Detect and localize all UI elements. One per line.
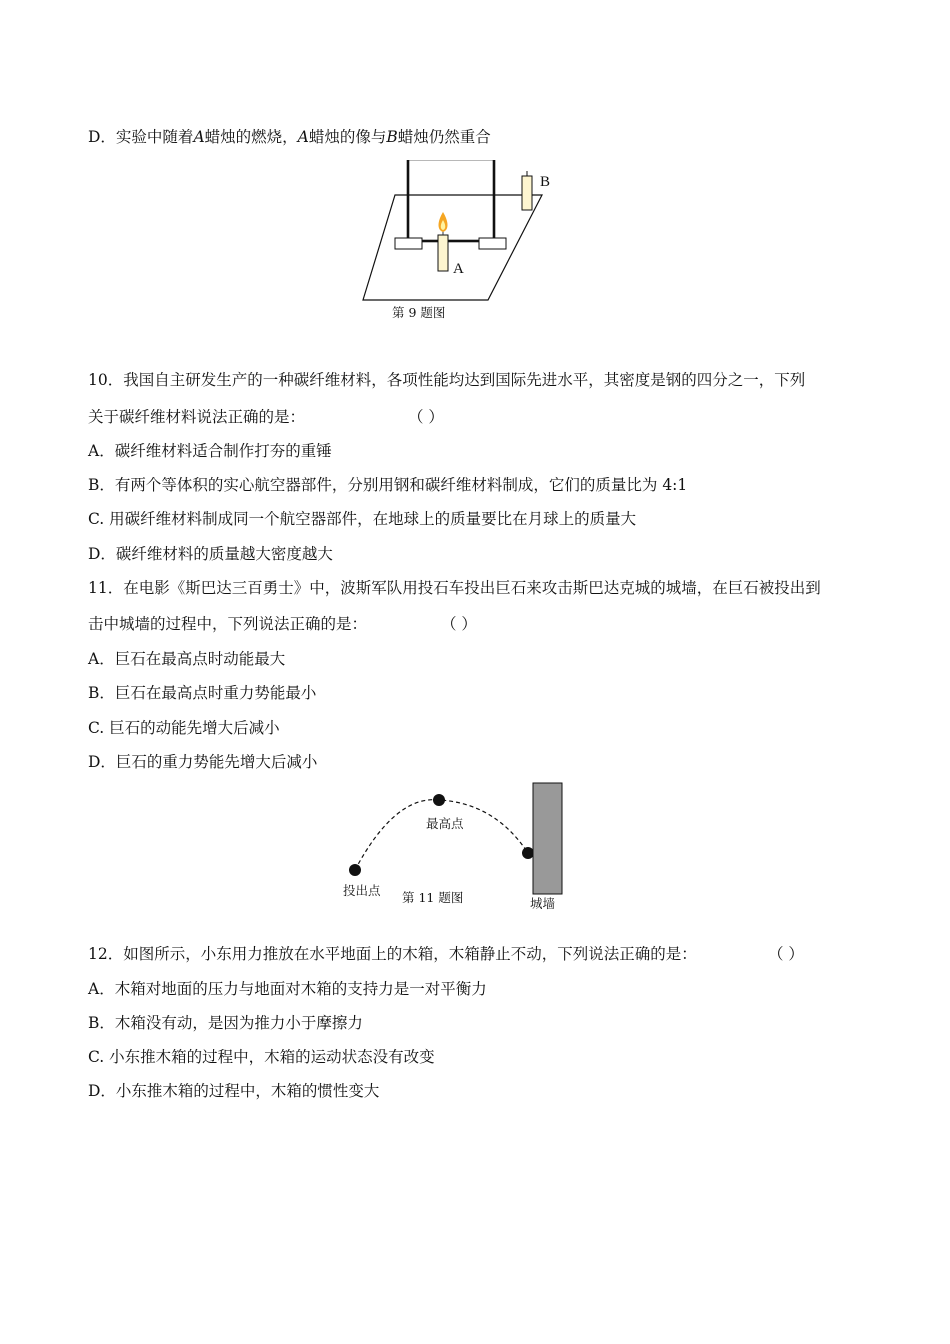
q12-option-b: B．木箱没有动，是因为推力小于摩擦力 bbox=[88, 1014, 363, 1032]
label-candle-a: A bbox=[453, 261, 464, 277]
q10-option-b: B．有两个等体积的实心航空器部件，分别用钢和碳纤维材料制成，它们的质量比为 4:1 bbox=[88, 476, 688, 494]
label-highest-point: 最高点 bbox=[426, 816, 464, 831]
q9-option-d-var-a2: A bbox=[297, 128, 309, 146]
highest-point-dot bbox=[433, 794, 445, 806]
q11-option-d: D．巨石的重力势能先增大后减小 bbox=[88, 753, 318, 771]
q11-figure bbox=[335, 775, 575, 915]
q10-stem-line2: 关于碳纤维材料说法正确的是： bbox=[88, 408, 306, 426]
q9-figure bbox=[355, 160, 565, 330]
impact-point-dot bbox=[522, 847, 534, 859]
q9-option-d-var-a1: A bbox=[193, 128, 205, 146]
q12-answer-paren: （ ） bbox=[768, 945, 804, 963]
q11-figure-caption: 第 11 题图 bbox=[402, 890, 464, 905]
q9-figure-caption: 第 9 题图 bbox=[392, 305, 446, 320]
q9-option-d-var-b: B bbox=[386, 128, 398, 146]
trajectory-path bbox=[355, 800, 528, 870]
q10-option-d: D．碳纤维材料的质量越大密度越大 bbox=[88, 545, 333, 563]
q9-option-d-text-2: 蜡烛的燃烧， bbox=[204, 128, 298, 146]
q9-option-d-text-1: D．实验中随着 bbox=[88, 128, 194, 146]
q12-option-c: C. 小东推木箱的过程中，木箱的运动状态没有改变 bbox=[88, 1048, 435, 1066]
glass-plate bbox=[408, 160, 494, 241]
q11-answer-paren: （ ） bbox=[441, 615, 477, 633]
q11-option-c: C. 巨石的动能先增大后减小 bbox=[88, 719, 280, 737]
q12-option-a: A．木箱对地面的压力与地面对木箱的支持力是一对平衡力 bbox=[88, 980, 487, 998]
q12-stem: 12．如图所示，小东用力推放在水平地面上的木箱，木箱静止不动，下列说法正确的是： bbox=[88, 945, 697, 963]
label-city-wall: 城墙 bbox=[530, 896, 556, 911]
launch-point-dot bbox=[349, 864, 361, 876]
q11-stem-line2: 击中城墙的过程中，下列说法正确的是： bbox=[88, 615, 368, 633]
q12-option-d: D．小东推木箱的过程中，木箱的惯性变大 bbox=[88, 1082, 380, 1100]
q9-option-d-text-4: 蜡烛仍然重合 bbox=[397, 128, 491, 146]
q9-option-d bbox=[88, 127, 491, 147]
q11-option-b: B．巨石在最高点时重力势能最小 bbox=[88, 684, 317, 702]
q10-answer-paren: （ ） bbox=[408, 408, 444, 426]
label-launch-point: 投出点 bbox=[343, 883, 381, 898]
q9-option-d-text-3: 蜡烛的像与 bbox=[308, 128, 387, 146]
q11-option-a: A．巨石在最高点时动能最大 bbox=[88, 650, 286, 668]
q10-stem-line1: 10．我国自主研发生产的一种碳纤维材料，各项性能均达到国际先进水平，其密度是钢的四分之一，下列 bbox=[88, 371, 806, 389]
holder-right bbox=[479, 238, 506, 249]
candle-b bbox=[522, 176, 532, 210]
q10-option-a: A．碳纤维材料适合制作打夯的重锤 bbox=[88, 442, 332, 460]
q10-option-c: C. 用碳纤维材料制成同一个航空器部件，在地球上的质量要比在月球上的质量大 bbox=[88, 510, 637, 528]
city-wall bbox=[533, 783, 562, 894]
holder-left bbox=[395, 238, 422, 249]
label-candle-b: B bbox=[540, 174, 551, 190]
candle-a bbox=[438, 235, 448, 271]
q11-stem-line1: 11．在电影《斯巴达三百勇士》中，波斯军队用投石车投出巨石来攻击斯巴达克城的城墙，在巨石被投出到 bbox=[88, 579, 821, 597]
